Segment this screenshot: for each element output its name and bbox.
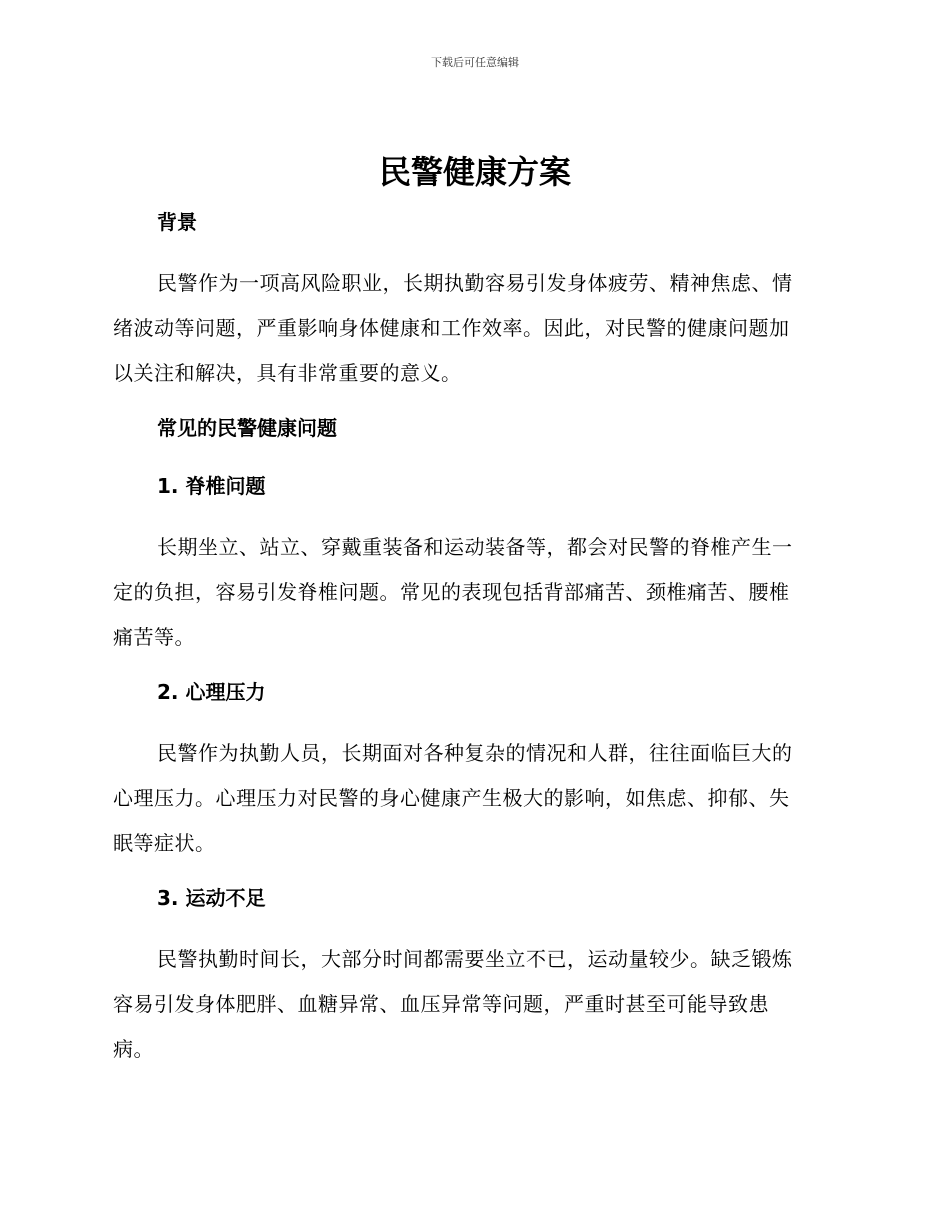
paragraph-line: 容易引发身体肥胖、血糖异常、血压异常等问题，严重时甚至可能导致患 xyxy=(113,992,769,1016)
paragraph-line: 痛苦等。 xyxy=(113,625,195,649)
paragraph-exercise xyxy=(113,937,831,1072)
paragraph-line: 定的负担，容易引发脊椎问题。常见的表现包括背部痛苦、颈椎痛苦、腰椎 xyxy=(113,580,790,604)
paragraph-line: 以关注和解决，具有非常重要的意义。 xyxy=(113,361,462,385)
paragraph-line: 民警执勤时间长，大部分时间都需要坐立不已，运动量较少。缺乏锻炼 xyxy=(157,947,793,971)
paragraph-line: 民警作为一项高风险职业，长期执勤容易引发身体疲劳、精神焦虑、情 xyxy=(157,271,793,295)
document-title: 民警健康方案 xyxy=(378,153,571,191)
page-header-note: 下载后可任意编辑 xyxy=(431,56,519,69)
paragraph-spine xyxy=(113,525,831,660)
section-heading-psych: 2. 心理压力 xyxy=(157,680,266,704)
document-body xyxy=(113,203,831,1085)
paragraph-line: 长期坐立、站立、穿戴重装备和运动装备等，都会对民警的脊椎产生一 xyxy=(157,535,793,559)
paragraph-line: 民警作为执勤人员，长期面对各种复杂的情况和人群，往往面临巨大的 xyxy=(157,741,793,765)
paragraph-line: 病。 xyxy=(113,1037,154,1061)
paragraph-psych xyxy=(113,731,831,866)
section-heading-spine: 1. 脊椎问题 xyxy=(157,474,266,498)
paragraph-background xyxy=(113,261,831,396)
paragraph-line: 绪波动等问题，严重影响身体健康和工作效率。因此，对民警的健康问题加 xyxy=(113,316,790,340)
paragraph-line: 眠等症状。 xyxy=(113,831,216,855)
section-heading-background: 背景 xyxy=(157,210,197,234)
paragraph-line: 心理压力。心理压力对民警的身心健康产生极大的影响，如焦虑、抑郁、失 xyxy=(113,786,790,810)
section-heading-common-issues: 常见的民警健康问题 xyxy=(157,416,337,440)
section-heading-exercise: 3. 运动不足 xyxy=(157,886,266,910)
